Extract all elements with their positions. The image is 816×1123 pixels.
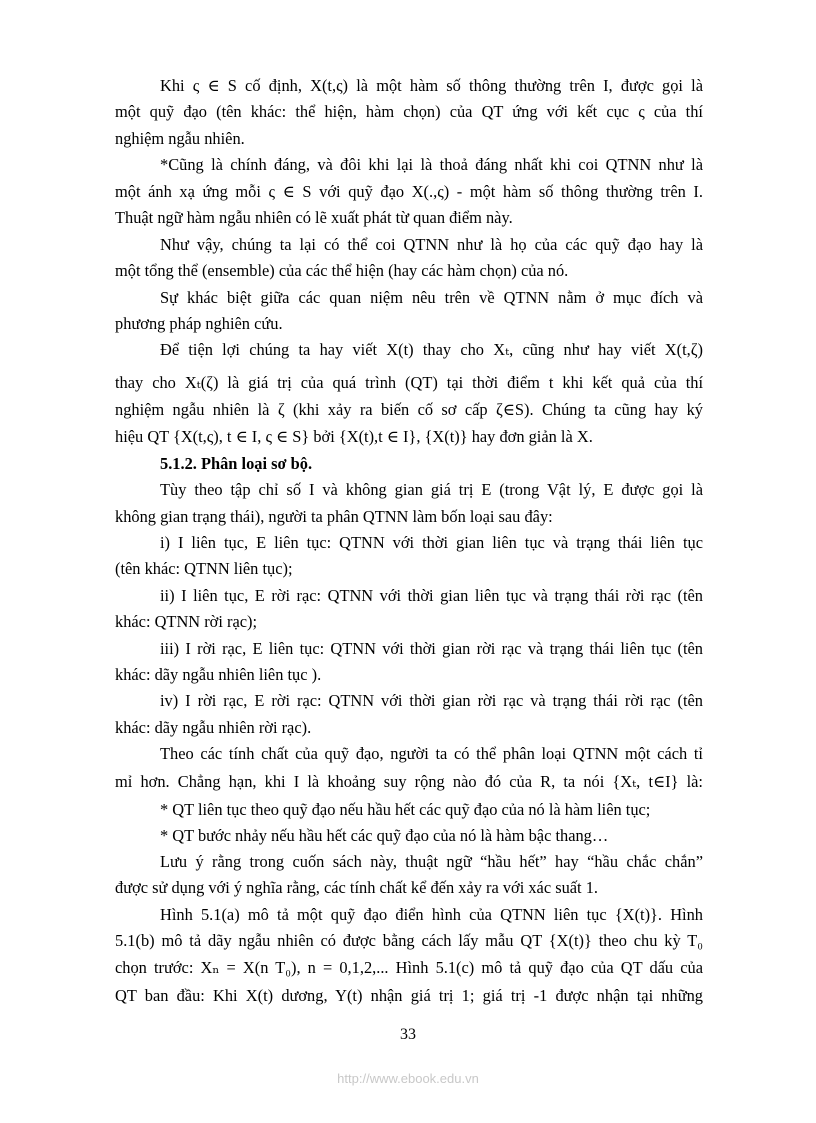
text-line: Khi ς ∈ S cố định, X(t,ς) là một hàm số thông thường trên I, được gọi là (160, 76, 703, 95)
text-line: 5.1(b) mô tả dãy ngẫu nhiên có được bằng cách lấy mẫu QT {X(t)} theo chu kỳ T₀ (115, 931, 703, 950)
text-line: Sự khác biệt giữa các quan niệm nêu trên về QTNN nằm ở mục đích và (160, 288, 703, 307)
text-line: Tùy theo tập chỉ số I và không gian giá trị E (trong Vật lý, E được gọi là (160, 480, 703, 499)
text-line: Thuật ngữ hàm ngẫu nhiên có lẽ xuất phát từ quan điểm này. (115, 208, 513, 227)
text-line: Hình 5.1(a) mô tả một quỹ đạo điển hình của QTNN liên tục {X(t)}. Hình (160, 905, 703, 924)
text-line: ii) I liên tục, E rời rạc: QTNN với thời gian liên tục và trạng thái rời rạc (tên (160, 586, 703, 605)
text-line: mỉ hơn. Chẳng hạn, khi I là khoảng suy rộng nào đó của R, ta nói {Xₜ, t∈I} là: (115, 772, 703, 791)
text-line: * QT liên tục theo quỹ đạo nếu hầu hết các quỹ đạo của nó là hàm liên tục; (160, 800, 651, 819)
text-line: iii) I rời rạc, E liên tục: QTNN với thời gian rời rạc và trạng thái liên tục (tên (160, 639, 703, 658)
text-line: chọn trước: Xₙ = X(n T₀), n = 0,1,2,... Hình 5.1(c) mô tả quỹ đạo của QT dấu của (115, 958, 703, 977)
text-line: QT ban đầu: Khi X(t) dương, Y(t) nhận giá trị 1; giá trị -1 được nhận tại những (115, 986, 703, 1005)
text-line: một quỹ đạo (tên khác: thể hiện, hàm chọn) của QT ứng với kết cục ς của thí (115, 102, 703, 121)
text-line: * QT bước nhảy nếu hầu hết các quỹ đạo của nó là hàm bậc thang… (160, 826, 609, 845)
text-line: một tổng thể (ensemble) của các thể hiện (hay các hàm chọn) của nó. (115, 261, 569, 280)
text-line: thay cho Xₜ(ζ) là giá trị của quá trình (QT) tại thời điểm t khi kết quả của thí (115, 373, 703, 392)
text-line: hiệu QT {X(t,ς), t ∈ I, ς ∈ S} bởi {X(t),t ∈ I}, {X(t)} hay đơn giản là X. (115, 427, 593, 446)
text-line: khác: QTNN rời rạc); (115, 612, 258, 631)
section-heading: 5.1.2. Phân loại sơ bộ. (160, 454, 313, 473)
text-line: phương pháp nghiên cứu. (115, 314, 283, 333)
page-number: 33 (400, 1026, 416, 1043)
text-line: Để tiện lợi chúng ta hay viết X(t) thay cho Xₜ, cũng như hay viết X(t,ζ) (160, 340, 703, 359)
text-line: được sử dụng với ý nghĩa rằng, các tính chất kể đến xảy ra với xác suất 1. (115, 878, 598, 897)
text-line: nghiệm ngẫu nhiên. (115, 129, 245, 148)
text-line: nghiệm ngẫu nhiên là ζ (khi xảy ra biến cố sơ cấp ζ∈S). Chúng ta cũng hay ký (115, 400, 703, 419)
text-line: một ánh xạ ứng mỗi ς ∈ S với quỹ đạo X(.,ς) - một hàm số thông thường trên I. (115, 182, 703, 201)
text-line: (tên khác: QTNN liên tục); (115, 559, 293, 578)
text-line: *Cũng là chính đáng, và đôi khi lại là thoả đáng nhất khi coi QTNN như là (160, 155, 703, 174)
text-line: iv) I rời rạc, E rời rạc: QTNN với thời gian rời rạc và trạng thái rời rạc (tên (160, 691, 703, 710)
text-line: không gian trạng thái), người ta phân QTNN làm bốn loại sau đây: (115, 507, 553, 526)
text-line: khác: dãy ngẫu nhiên rời rạc). (115, 718, 312, 737)
text-line: Như vậy, chúng ta lại có thể coi QTNN như là họ của các quỹ đạo hay là (160, 235, 703, 254)
text-line: khác: dãy ngẫu nhiên liên tục ). (115, 665, 322, 684)
text-line: Lưu ý rằng trong cuốn sách này, thuật ngữ “hầu hết” hay “hầu chắc chắn” (160, 852, 703, 871)
text-line: Theo các tính chất của quỹ đạo, người ta có thể phân loại QTNN một cách tỉ (160, 744, 703, 763)
text-line: i) I liên tục, E liên tục: QTNN với thời gian liên tục và trạng thái liên tục (160, 533, 703, 552)
footer-url[interactable]: http://www.ebook.edu.vn (337, 1071, 479, 1086)
